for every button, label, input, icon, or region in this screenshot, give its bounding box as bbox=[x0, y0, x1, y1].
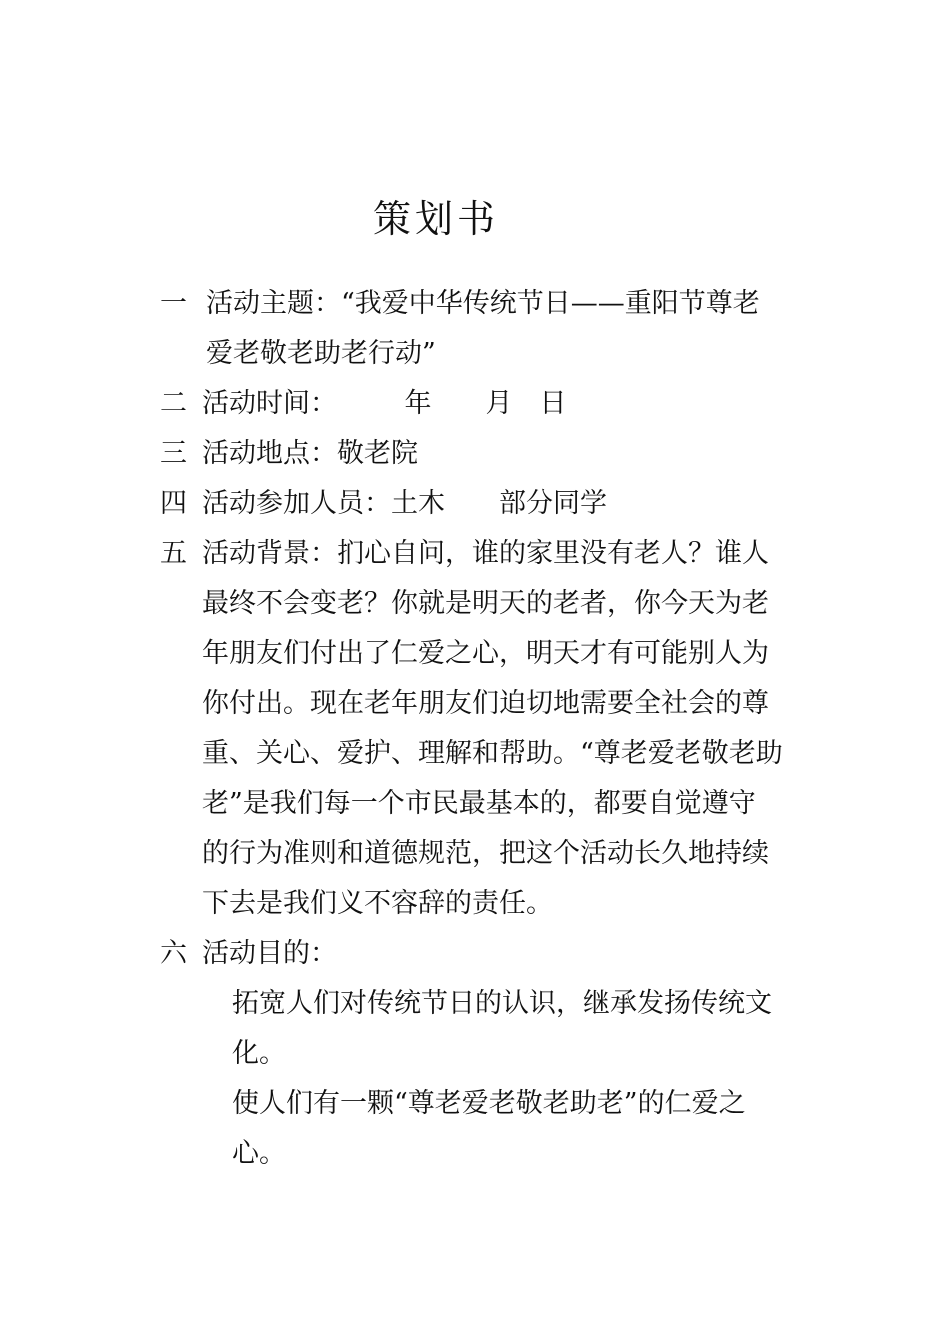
section-number: 五 bbox=[160, 538, 187, 569]
section-background-line: 重、关心、爱护、理解和帮助。“尊老爱老敬老助 bbox=[202, 738, 783, 769]
section-background-line: 下去是我们义不容辞的责任。 bbox=[202, 888, 553, 919]
section-number: 四 bbox=[160, 488, 187, 519]
section-participants-line: 活动参加人员：土木 部分同学 bbox=[202, 488, 607, 519]
document-title: 策划书 bbox=[373, 197, 500, 241]
section-purpose-line: 活动目的： bbox=[202, 938, 337, 969]
section-background-line: 的行为准则和道德规范，把这个活动长久地持续 bbox=[202, 838, 769, 869]
section-number: 六 bbox=[160, 938, 187, 969]
section-background-line: 活动背景：扪心自问，谁的家里没有老人？谁人 bbox=[202, 538, 769, 569]
section-background-line: 最终不会变老？你就是明天的老者，你今天为老 bbox=[202, 588, 769, 619]
section-theme-line: 活动主题：“我爱中华传统节日——重阳节尊老 bbox=[206, 288, 760, 319]
purpose-item-line: 化。 bbox=[232, 1038, 286, 1069]
section-location-line: 活动地点：敬老院 bbox=[202, 438, 418, 469]
section-background-line: 老”是我们每一个市民最基本的，都要自觉遵守 bbox=[202, 788, 756, 819]
purpose-item-line: 使人们有一颗“尊老爱老敬老助老”的仁爱之 bbox=[232, 1088, 746, 1119]
section-number: 二 bbox=[160, 388, 187, 419]
section-number: 一 bbox=[160, 288, 187, 319]
purpose-item-line: 心。 bbox=[232, 1138, 286, 1169]
section-number: 三 bbox=[160, 438, 187, 469]
section-background-line: 年朋友们付出了仁爱之心，明天才有可能别人为 bbox=[202, 638, 769, 669]
section-background-line: 你付出。现在老年朋友们迫切地需要全社会的尊 bbox=[202, 688, 769, 719]
section-time-line: 活动时间： 年 月 日 bbox=[202, 388, 567, 419]
section-theme-line: 爱老敬老助老行动” bbox=[206, 338, 436, 369]
purpose-item-line: 拓宽人们对传统节日的认识，继承发扬传统文 bbox=[232, 988, 772, 1019]
